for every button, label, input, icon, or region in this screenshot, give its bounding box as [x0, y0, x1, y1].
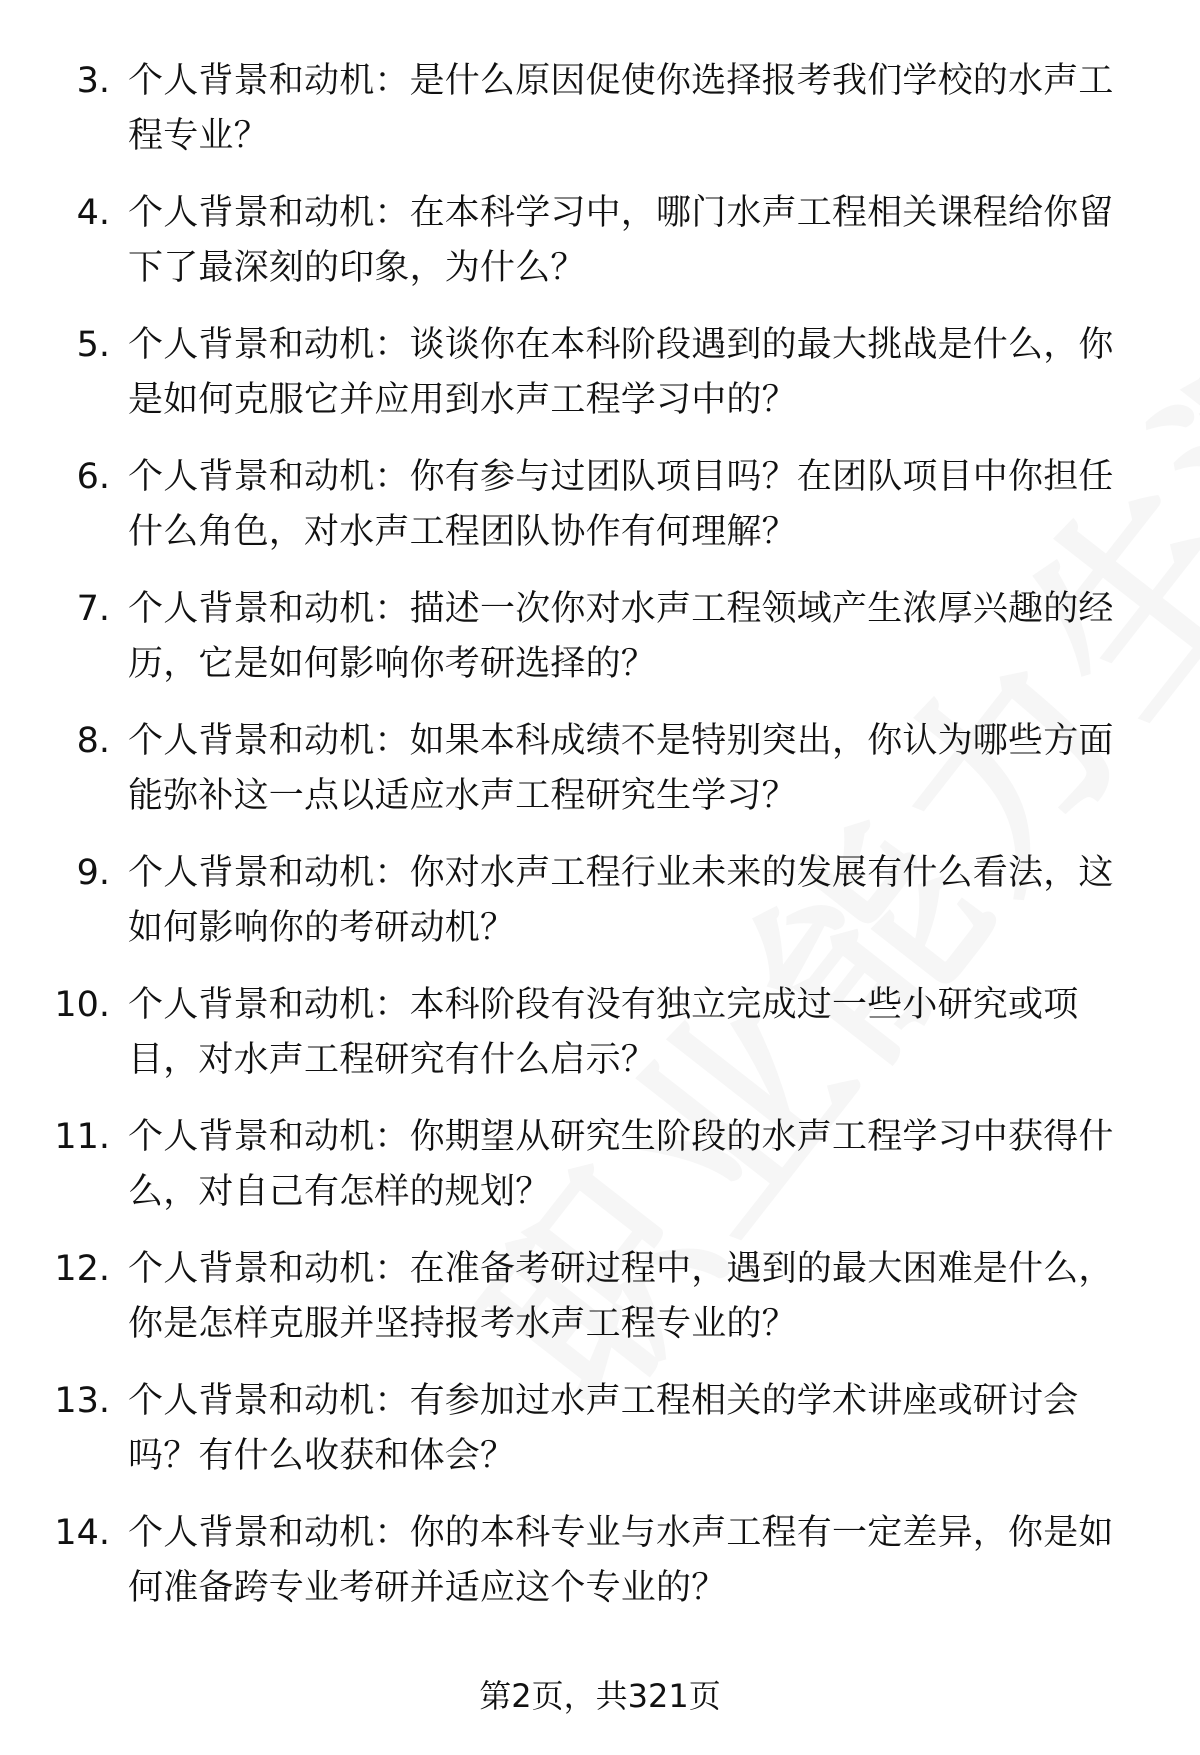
question-text: 个人背景和动机：描述一次你对水声工程领域产生浓厚兴趣的经历，它是如何影响你考研选择的？ [128, 589, 1114, 684]
question-number: 13. [54, 1381, 110, 1421]
question-number: 9. [76, 853, 110, 893]
question-item [0, 582, 1200, 714]
question-number: 11. [54, 1117, 110, 1157]
question-text: 个人背景和动机：是什么原因促使你选择报考我们学校的水声工程专业？ [128, 61, 1114, 156]
question-item [0, 318, 1200, 450]
question-number: 7. [76, 589, 110, 629]
question-item [0, 1242, 1200, 1374]
question-item [0, 54, 1200, 186]
question-item [0, 450, 1200, 582]
question-number: 4. [76, 193, 110, 233]
question-item [0, 186, 1200, 318]
question-text: 个人背景和动机：如果本科成绩不是特别突出，你认为哪些方面能弥补这一点以适应水声工程研究生学习？ [128, 721, 1114, 816]
question-text: 个人背景和动机：在本科学习中，哪门水声工程相关课程给你留下了最深刻的印象，为什么？ [128, 193, 1114, 288]
question-item [0, 846, 1200, 978]
question-text: 个人背景和动机：你对水声工程行业未来的发展有什么看法，这如何影响你的考研动机？ [128, 853, 1114, 948]
question-text: 个人背景和动机：你的本科专业与水声工程有一定差异，你是如何准备跨专业考研并适应这个专业的？ [128, 1513, 1114, 1608]
question-text: 个人背景和动机：你有参与过团队项目吗？在团队项目中你担任什么角色，对水声工程团队协作有何理解？ [128, 457, 1114, 552]
question-text: 个人背景和动机：你期望从研究生阶段的水声工程学习中获得什么，对自己有怎样的规划？ [128, 1117, 1114, 1212]
question-item [0, 978, 1200, 1110]
question-item [0, 1506, 1200, 1638]
question-number: 8. [76, 721, 110, 761]
question-number: 10. [54, 985, 110, 1025]
page-footer: 第2页，共321页 [479, 1677, 721, 1715]
question-number: 6. [76, 457, 110, 497]
question-list [0, 54, 1200, 1638]
question-number: 14. [54, 1513, 110, 1553]
question-text: 个人背景和动机：在准备考研过程中，遇到的最大困难是什么，你是怎样克服并坚持报考水声工程专业的？ [128, 1249, 1114, 1344]
question-item [0, 1374, 1200, 1506]
question-text: 个人背景和动机：有参加过水声工程相关的学术讲座或研讨会吗？有什么收获和体会？ [128, 1381, 1079, 1476]
question-item [0, 1110, 1200, 1242]
question-number: 12. [54, 1249, 110, 1289]
question-number: 5. [76, 325, 110, 365]
question-text: 个人背景和动机：谈谈你在本科阶段遇到的最大挑战是什么，你是如何克服它并应用到水声工程学习中的？ [128, 325, 1114, 420]
question-number: 3. [76, 61, 110, 101]
question-item [0, 714, 1200, 846]
question-text: 个人背景和动机：本科阶段有没有独立完成过一些小研究或项目，对水声工程研究有什么启示？ [128, 985, 1079, 1080]
